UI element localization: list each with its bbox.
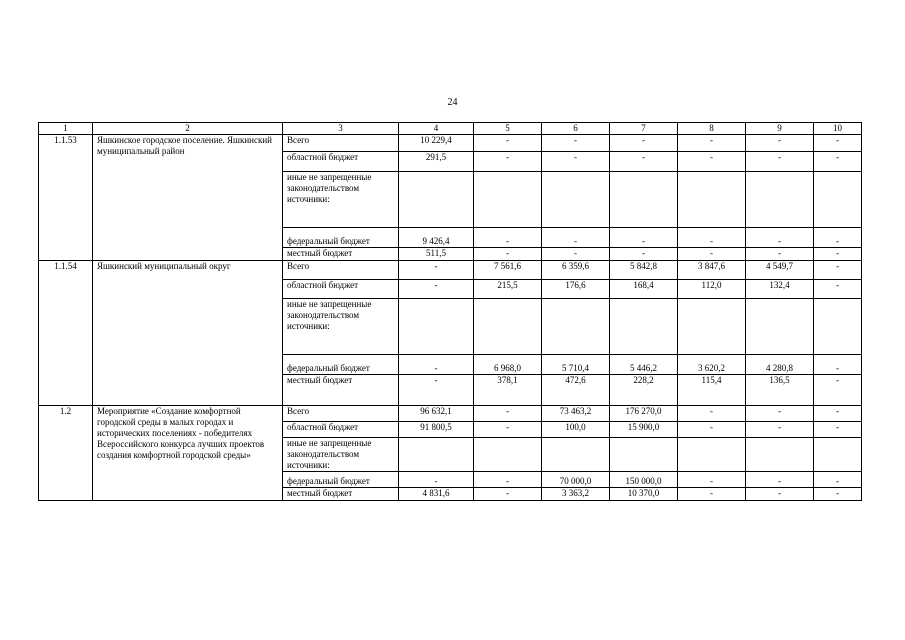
value-cell: 215,5 <box>474 280 542 299</box>
value-cell: 100,0 <box>542 422 610 438</box>
value-cell: - <box>746 135 814 152</box>
value-cell <box>610 438 678 472</box>
row-id: 1.1.54 <box>39 261 93 406</box>
value-cell: - <box>542 135 610 152</box>
value-cell: - <box>474 228 542 248</box>
value-cell: - <box>814 228 862 248</box>
value-cell <box>474 438 542 472</box>
value-cell: - <box>474 135 542 152</box>
value-cell: - <box>474 152 542 172</box>
row-name: Яшкинский муниципальный округ <box>93 261 283 406</box>
value-cell: - <box>678 228 746 248</box>
table-row <box>39 406 862 422</box>
value-cell: 5 842,8 <box>610 261 678 280</box>
value-cell: 378,1 <box>474 375 542 406</box>
value-cell: - <box>746 488 814 501</box>
value-cell: 291,5 <box>399 152 474 172</box>
value-cell: - <box>542 248 610 261</box>
value-cell: 176 270,0 <box>610 406 678 422</box>
row-name: Яшкинское городское поселение. Яшкинский муниципальный район <box>93 135 283 261</box>
value-cell: 7 561,6 <box>474 261 542 280</box>
value-cell: - <box>542 228 610 248</box>
header-cell: 1 <box>39 123 93 135</box>
value-cell: 511,5 <box>399 248 474 261</box>
value-cell: - <box>746 152 814 172</box>
value-cell: 150 000,0 <box>610 472 678 488</box>
value-cell: 3 363,2 <box>542 488 610 501</box>
row-id: 1.1.53 <box>39 135 93 261</box>
funding-source-label: иные не запрещенные законодательством источники: <box>283 438 399 472</box>
value-cell: - <box>678 248 746 261</box>
value-cell <box>746 172 814 228</box>
value-cell: 5 446,2 <box>610 355 678 375</box>
value-cell: 70 000,0 <box>542 472 610 488</box>
value-cell: - <box>610 228 678 248</box>
value-cell: - <box>399 472 474 488</box>
value-cell <box>474 299 542 355</box>
value-cell: - <box>610 152 678 172</box>
value-cell: - <box>399 355 474 375</box>
value-cell: 132,4 <box>746 280 814 299</box>
funding-source-label: областной бюджет <box>283 422 399 438</box>
value-cell: - <box>814 135 862 152</box>
header-cell: 9 <box>746 123 814 135</box>
value-cell <box>542 299 610 355</box>
value-cell: 9 426,4 <box>399 228 474 248</box>
funding-source-label: Всего <box>283 406 399 422</box>
budget-table <box>38 122 862 501</box>
value-cell <box>746 299 814 355</box>
value-cell <box>399 299 474 355</box>
funding-source-label: иные не запрещенные законодательством источники: <box>283 299 399 355</box>
value-cell: - <box>474 248 542 261</box>
value-cell: - <box>814 406 862 422</box>
value-cell <box>542 172 610 228</box>
table-row <box>39 135 862 152</box>
value-cell: - <box>542 152 610 172</box>
header-cell: 2 <box>93 123 283 135</box>
value-cell: - <box>814 248 862 261</box>
value-cell <box>678 172 746 228</box>
value-cell: - <box>399 280 474 299</box>
funding-source-label: местный бюджет <box>283 488 399 501</box>
value-cell: 96 632,1 <box>399 406 474 422</box>
value-cell: 472,6 <box>542 375 610 406</box>
value-cell <box>746 438 814 472</box>
funding-source-label: Всего <box>283 135 399 152</box>
header-cell: 8 <box>678 123 746 135</box>
value-cell: - <box>610 248 678 261</box>
funding-source-label: федеральный бюджет <box>283 355 399 375</box>
value-cell: - <box>814 152 862 172</box>
value-cell: - <box>678 472 746 488</box>
funding-source-label: федеральный бюджет <box>283 228 399 248</box>
value-cell: - <box>399 375 474 406</box>
value-cell: - <box>610 135 678 152</box>
value-cell: - <box>814 472 862 488</box>
value-cell <box>399 438 474 472</box>
row-id: 1.2 <box>39 406 93 501</box>
funding-source-label: Всего <box>283 261 399 280</box>
value-cell: - <box>678 488 746 501</box>
value-cell: 228,2 <box>610 375 678 406</box>
value-cell: 112,0 <box>678 280 746 299</box>
funding-source-label: федеральный бюджет <box>283 472 399 488</box>
value-cell: 10 229,4 <box>399 135 474 152</box>
value-cell <box>814 299 862 355</box>
value-cell: - <box>814 280 862 299</box>
value-cell: - <box>746 422 814 438</box>
value-cell: 115,4 <box>678 375 746 406</box>
value-cell: 10 370,0 <box>610 488 678 501</box>
funding-source-label: областной бюджет <box>283 280 399 299</box>
value-cell: - <box>814 261 862 280</box>
page-number: 24 <box>447 97 458 108</box>
value-cell <box>610 299 678 355</box>
value-cell: 3 847,6 <box>678 261 746 280</box>
value-cell <box>814 438 862 472</box>
value-cell: 6 968,0 <box>474 355 542 375</box>
value-cell: - <box>678 135 746 152</box>
value-cell <box>610 172 678 228</box>
value-cell: 5 710,4 <box>542 355 610 375</box>
value-cell: - <box>746 406 814 422</box>
value-cell <box>542 438 610 472</box>
value-cell <box>814 172 862 228</box>
header-cell: 7 <box>610 123 678 135</box>
value-cell: - <box>474 472 542 488</box>
value-cell: 6 359,6 <box>542 261 610 280</box>
value-cell: 176,6 <box>542 280 610 299</box>
value-cell: 168,4 <box>610 280 678 299</box>
value-cell: - <box>474 406 542 422</box>
row-name: Мероприятие «Создание комфортной городской среды в малых городах и исторических поселениях - победителях Всероссийского конкурса лучших проектов создания комфортной городской среды» <box>93 406 283 501</box>
value-cell: 136,5 <box>746 375 814 406</box>
value-cell: - <box>474 488 542 501</box>
header-cell: 4 <box>399 123 474 135</box>
value-cell <box>474 172 542 228</box>
value-cell: 15 900,0 <box>610 422 678 438</box>
value-cell: - <box>678 406 746 422</box>
value-cell: - <box>678 152 746 172</box>
header-cell: 5 <box>474 123 542 135</box>
funding-source-label: иные не запрещенные законодательством источники: <box>283 172 399 228</box>
value-cell <box>399 172 474 228</box>
value-cell: - <box>399 261 474 280</box>
value-cell: 4 280,8 <box>746 355 814 375</box>
value-cell <box>678 299 746 355</box>
value-cell: - <box>814 355 862 375</box>
value-cell: 91 800,5 <box>399 422 474 438</box>
value-cell: - <box>746 472 814 488</box>
value-cell: - <box>474 422 542 438</box>
value-cell: 73 463,2 <box>542 406 610 422</box>
funding-source-label: местный бюджет <box>283 375 399 406</box>
value-cell: - <box>678 422 746 438</box>
header-cell: 10 <box>814 123 862 135</box>
value-cell: - <box>814 375 862 406</box>
value-cell: - <box>746 248 814 261</box>
value-cell: - <box>814 488 862 501</box>
header-cell: 6 <box>542 123 610 135</box>
value-cell: 4 831,6 <box>399 488 474 501</box>
value-cell: 3 620,2 <box>678 355 746 375</box>
header-cell: 3 <box>283 123 399 135</box>
header-row <box>39 123 862 135</box>
value-cell <box>678 438 746 472</box>
table-row <box>39 261 862 280</box>
value-cell: 4 549,7 <box>746 261 814 280</box>
value-cell: - <box>746 228 814 248</box>
value-cell: - <box>814 422 862 438</box>
funding-source-label: местный бюджет <box>283 248 399 261</box>
funding-source-label: областной бюджет <box>283 152 399 172</box>
